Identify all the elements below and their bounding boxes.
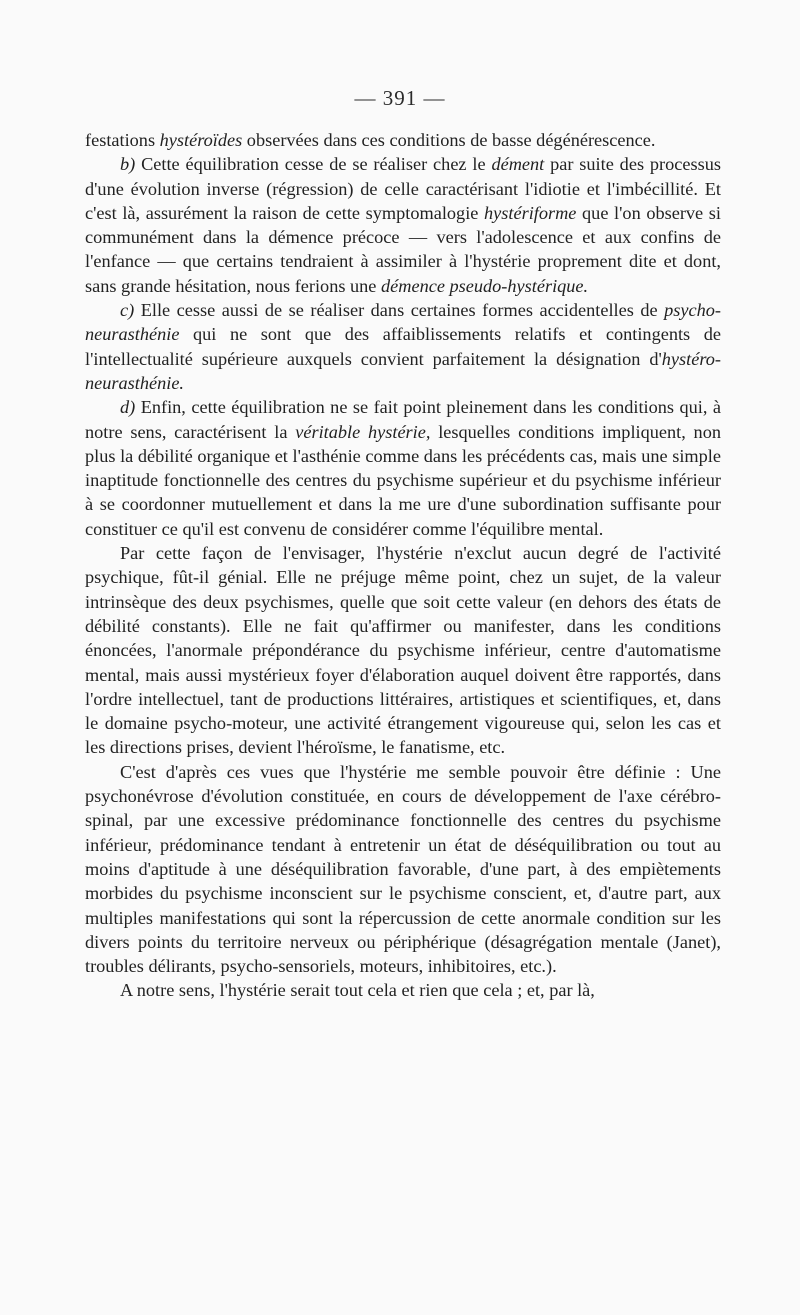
text-run: lesquelles conditions impliquent, non plus la débilité organique et l'asthénie comme dans les précédents cas, mais une simple inaptitude fonctionnelle des centres du psychisme supérieur et du psychisme inférieur à se coordonner mutuellement et dans la me ure d'une subordination suffisante pour constituer ce qu'il est convenu de considérer comme l'équilibre mental.	[85, 421, 721, 539]
text-run: Cette équilibration cesse de se réaliser chez le	[135, 154, 492, 175]
italic-text: dément	[491, 154, 545, 175]
paragraph-p3	[85, 298, 721, 395]
italic-text: véritable hystérie,	[295, 421, 431, 442]
text-run: Par cette façon de l'envisager, l'hystérie n'exclut aucun degré de l'activité psychique, fût-il génial. Elle ne préjuge même point, chez un sujet, de la valeur intrinsèque des deux psychismes, quelle que soit cette valeur (en dehors des états de débilité constants). Elle ne fait qu'affirmer ou manifester, dans les conditions énoncées, l'anormale prépondérance du psychisme inférieur, centre d'automatisme mental, mais aussi mystérieux foyer d'élaboration auquel doivent être rapportés, dans l'ordre intellectuel, tant de productions littéraires, artistiques et scientifiques, et, dans le domaine psycho-moteur, une activité étrangement vigoureuse qui, selon les cas et les directions prises, devient l'héroïsme, le fanatisme, etc.	[85, 543, 721, 758]
italic-text: démence pseudo-hystérique.	[381, 275, 589, 296]
text-run: par suite des processus d'une évolution inverse (régression) de celle caractérisant l'idiotie et l'imbécillité. Et c'est là, assurément la raison de cette symptomalogie	[85, 154, 721, 223]
italic-text: b)	[120, 154, 136, 175]
text-run: festations	[85, 130, 160, 150]
text-run: C'est d'après ces vues que l'hystérie me semble pouvoir être définie : Une psychonévrose d'évolution constituée, en cours de développement de l'axe cérébro-spinal, par une excessive prédominance fonctionnelle des centres du psychisme inférieur, prédominance tendant à entretenir un état de déséquilibration ou tout au moins d'aptitude à une déséquilibration favorable, d'une part, à des empiètements morbides du psychisme inconscient sur le psychisme conscient, et, d'autre part, aux multiples manifestations qui sont la répercussion de cette anormale condition sur les divers points du territoire nerveux ou périphérique (désagrégation mentale (Janet), troubles délirants, psycho-sensoriels, moteurs, inhibitoires, etc.).	[85, 761, 721, 977]
page-number: — 391 —	[354, 86, 446, 110]
italic-text: psycho-neurasthénie	[85, 300, 721, 345]
paragraph-p7	[85, 978, 721, 1002]
body-text	[85, 128, 721, 1003]
text-run: A notre sens, l'hystérie serait tout cela et rien que cela ; et, par là,	[120, 980, 595, 1001]
text-run: observées dans ces conditions de basse dégénérescence.	[242, 130, 656, 150]
text-run: Elle cesse aussi de se réaliser dans certaines formes accidentelles de	[134, 300, 665, 321]
italic-text: hystéro-neurasthénie.	[85, 348, 721, 393]
text-run: que l'on observe si communément dans la démence précoce — vers l'adolescence et aux confins de l'enfance — que certains tendraient à assimiler à l'hystérie proprement dite et dont, sans grande hésitation, nous ferions une	[85, 202, 721, 296]
italic-text: hystériforme	[484, 202, 577, 223]
paragraph-p1	[85, 128, 721, 152]
text-run: Enfin, cette équilibration ne se fait point pleinement dans les conditions qui, à notre sens, caractérisent la	[85, 397, 721, 442]
italic-text: hystéroïdes	[159, 130, 243, 150]
paragraph-p5	[85, 541, 721, 760]
paragraph-p6	[85, 760, 721, 979]
paragraph-p4	[85, 395, 721, 541]
italic-text: d)	[120, 397, 136, 418]
italic-text: c)	[120, 300, 135, 321]
paragraph-p2	[85, 152, 721, 298]
text-run: qui ne sont que des affaiblissements relatifs et contingents de l'intellectualité supérieure auxquels convient parfaitement la désignation d'	[85, 324, 721, 369]
